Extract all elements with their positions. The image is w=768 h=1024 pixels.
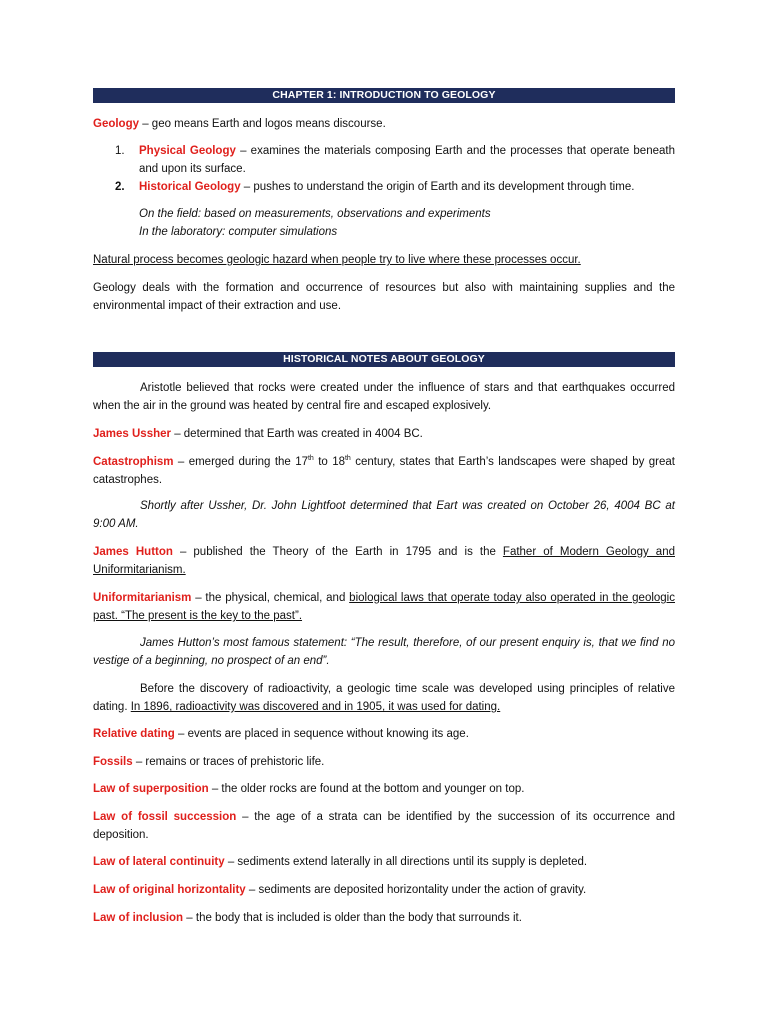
ussher-def: – determined that Earth was created in 4004 BC. — [171, 428, 423, 440]
fossil-succession-term: Law of fossil succession — [93, 811, 237, 823]
physical-geology-def: – examines the materials composing Earth and the processes that operate beneath and upon its surface. — [139, 145, 675, 175]
inclusion-def: – the body that is included is older than the body that surrounds it. — [183, 912, 522, 924]
fossils-def: – remains or traces of prehistoric life. — [132, 756, 325, 768]
physical-geology-term: Physical Geology — [139, 145, 236, 157]
superposition-definition — [93, 780, 675, 798]
hutton-underlined: Father of Modern Geology and Uniformitarianism. — [93, 546, 675, 576]
original-horizontality-term: Law of original horizontality — [93, 884, 246, 896]
uniformitarianism-underlined: biological laws that operate today also operated in the geologic past. “The present is the key to the past”. — [93, 592, 675, 622]
fossils-definition — [93, 753, 675, 771]
lateral-continuity-def: – sediments extend laterally in all directions until its supply is depleted. — [224, 856, 588, 868]
superscript: th — [344, 455, 351, 462]
hazard-line: Natural process becomes geologic hazard when people try to live where these processes occur. — [93, 254, 581, 266]
ussher-definition — [93, 425, 675, 443]
superscript: th — [307, 455, 314, 462]
geology-definition — [93, 115, 675, 133]
hutton-def: – published the Theory of the Earth in 1795 and is the — [172, 546, 503, 558]
uniformitarianism-def: – the physical, chemical, and — [191, 592, 350, 604]
historical-heading: HISTORICAL NOTES ABOUT GEOLOGY — [93, 352, 675, 367]
relative-dating-definition — [93, 725, 675, 743]
hutton-term: James Hutton — [93, 546, 173, 558]
geology-term: Geology — [93, 118, 140, 130]
inclusion-term: Law of inclusion — [93, 912, 184, 924]
relative-dating-term: Relative dating — [93, 728, 175, 740]
list-number: 2. — [115, 181, 125, 193]
chapter-heading: CHAPTER 1: INTRODUCTION TO GEOLOGY — [93, 88, 675, 103]
original-horizontality-def: – sediments are deposited horizontality under the action of gravity. — [245, 884, 587, 896]
hutton-definition — [93, 543, 675, 579]
lightfoot-paragraph: Shortly after Ussher, Dr. John Lightfoot determined that Eart was created on October 26, 4004 BC at 9:00 AM. — [93, 500, 675, 530]
uniformitarianism-definition — [93, 589, 675, 625]
historical-geology-def: – pushes to understand the origin of Earth and its development through time. — [240, 181, 635, 193]
hutton-quote: James Hutton’s most famous statement: “The result, therefore, of our present enquiry is, that we find no vestige of a beginning, no prospect of an end”. — [93, 637, 675, 667]
historical-geology-term: Historical Geology — [139, 181, 241, 193]
fossil-succession-def: – the age of a strata can be identified by the succession of its occurrence and deposition. — [93, 811, 676, 841]
radioactivity-text: Before the discovery of radioactivity, a geologic time scale was developed using principles of relative dating. — [93, 683, 675, 713]
ussher-term: James Ussher — [93, 428, 171, 440]
catastrophism-def-part: century, states that Earth’s landscapes were shaped by great catastrophes. — [93, 456, 675, 486]
uniformitarianism-term: Uniformitarianism — [93, 592, 192, 604]
lab-line: In the laboratory: computer simulations — [139, 226, 338, 238]
list-item-historical-geology — [115, 178, 675, 196]
superposition-term: Law of superposition — [93, 783, 209, 795]
list-item-physical-geology — [115, 142, 675, 178]
catastrophism-definition — [93, 453, 675, 489]
list-number: 1. — [115, 145, 125, 157]
radioactivity-paragraph — [93, 680, 675, 716]
original-horizontality-definition — [93, 881, 675, 899]
fossils-term: Fossils — [93, 756, 133, 768]
relative-dating-def: – events are placed in sequence without knowing its age. — [174, 728, 469, 740]
catastrophism-def-part: – emerged during the 17 — [173, 456, 308, 468]
superposition-def: – the older rocks are found at the bottom and younger on top. — [208, 783, 525, 795]
catastrophism-term: Catastrophism — [93, 456, 174, 468]
fossil-succession-definition — [93, 808, 675, 844]
field-line: On the field: based on measurements, observations and experiments — [139, 208, 491, 220]
catastrophism-def-part: to 18 — [313, 456, 345, 468]
lateral-continuity-term: Law of lateral continuity — [93, 856, 225, 868]
aristotle-paragraph: Aristotle believed that rocks were created under the influence of stars and that earthquakes occurred when the air in the ground was heated by central fire and escaped explosively. — [93, 382, 675, 412]
inclusion-definition — [93, 909, 675, 927]
lateral-continuity-definition — [93, 853, 675, 871]
geology-def: – geo means Earth and logos means discourse. — [139, 118, 386, 130]
radioactivity-underlined: In 1896, radioactivity was discovered and in 1905, it was used for dating. — [130, 701, 501, 713]
resources-paragraph: Geology deals with the formation and occurrence of resources but also with maintaining supplies and the environmental impact of their extraction and use. — [93, 282, 675, 312]
